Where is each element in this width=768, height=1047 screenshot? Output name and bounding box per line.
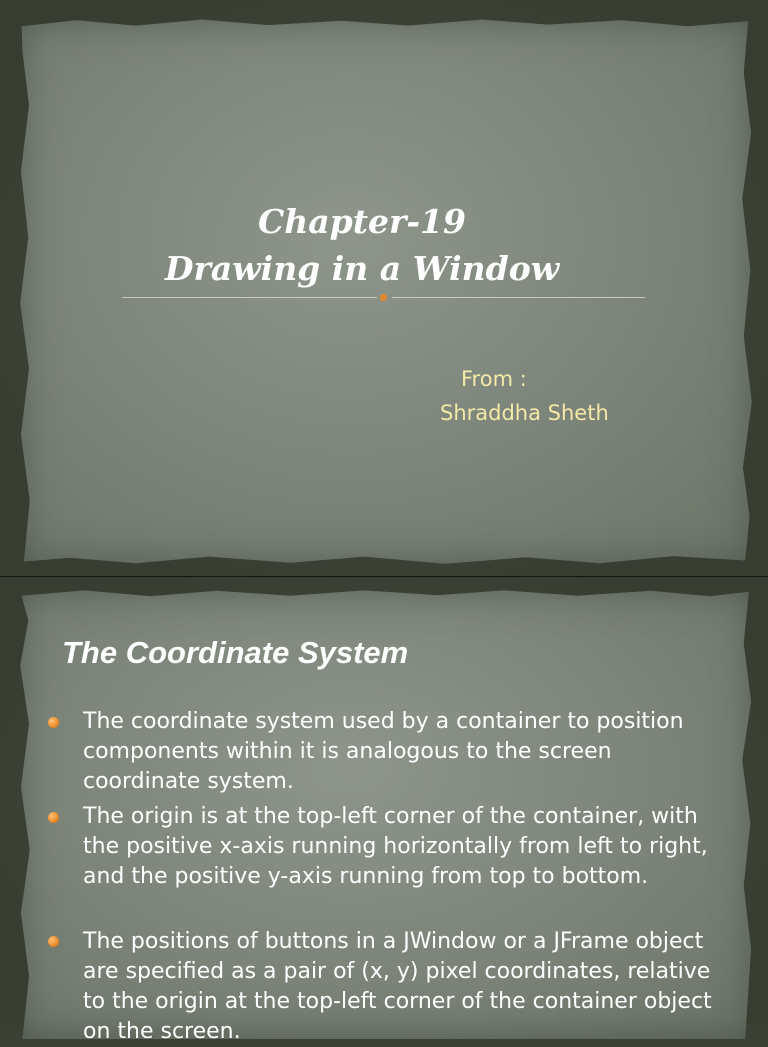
slide-title-line-2: Drawing in a Window (164, 249, 560, 288)
bullet-item: The coordinate system used by a container to position components within it is analogous to the screen coordinate system. (83, 709, 684, 794)
from-label: From : (461, 367, 527, 391)
bullet-icon (48, 717, 59, 728)
author-name: Shraddha Sheth (440, 401, 609, 425)
slide-heading: The Coordinate System (62, 635, 409, 670)
title-divider-left (122, 297, 377, 298)
content-slide (0, 577, 768, 1044)
bullet-item: The positions of buttons in a JWindow or a JFrame object are specified as a pair of (x, y) pixel coordinates, relative to the origin at the top-left corner of the container object on the screen. (83, 929, 712, 1044)
paper-background (18, 18, 754, 566)
bullet-item: The origin is at the top-left corner of the container, with the positive x-axis running horizontally from left to right, and the positive y-axis running from top to bottom. (83, 804, 708, 889)
bullet-icon (48, 936, 59, 947)
title-divider-right (392, 297, 645, 298)
divider-dot-icon (380, 294, 387, 301)
slide-title-line-1: Chapter-19 (258, 202, 466, 241)
bullet-icon (48, 812, 59, 823)
